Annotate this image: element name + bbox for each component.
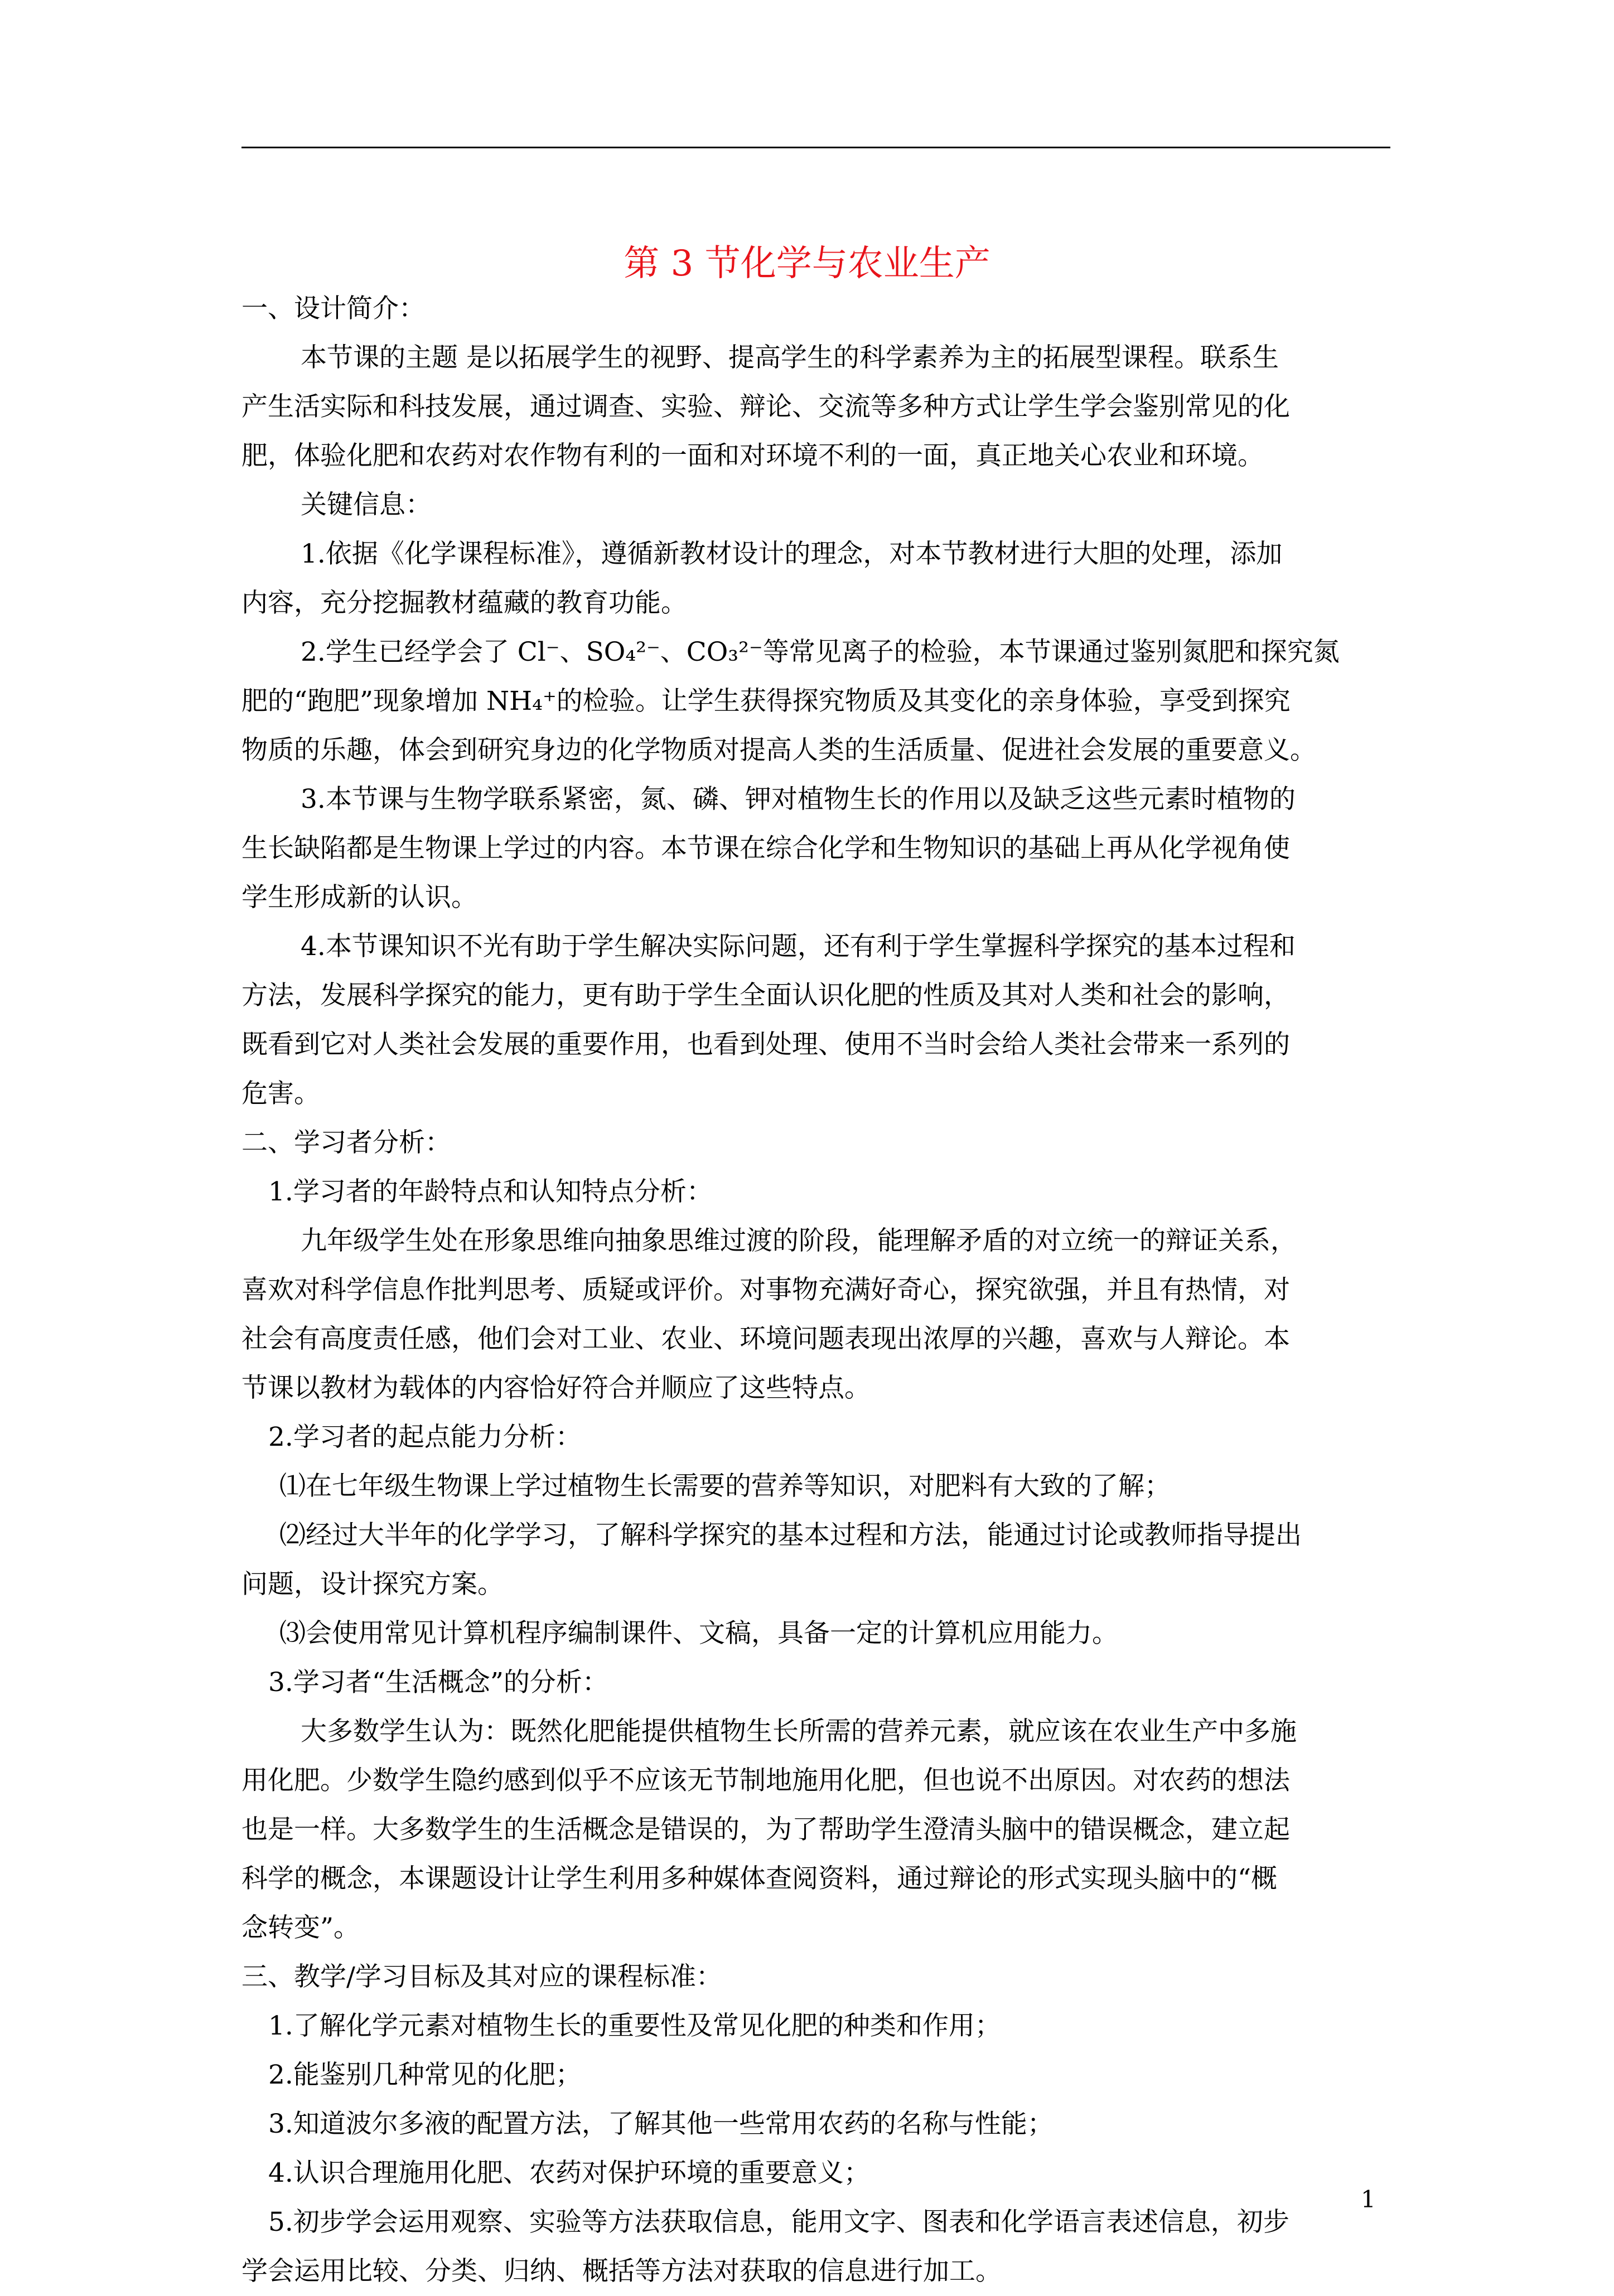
- text-line: 2.学习者的起点能力分析：: [268, 1422, 582, 1452]
- text-line: 肥，体验化肥和农药对农作物有利的一面和对环境不利的一面，真正地关心农业和环境。: [241, 440, 1264, 471]
- text-line: 1.依据《化学课程标准》，遵循新教材设计的理念，对本节教材进行大胆的处理，添加: [301, 539, 1283, 569]
- text-line: 1.学习者的年龄特点和认知特点分析：: [268, 1176, 713, 1207]
- text-line: 3.本节课与生物学联系紧密，氮、磷、钾对植物生长的作用以及缺乏这些元素时植物的: [301, 784, 1296, 815]
- text-line: 3.知道波尔多液的配置方法，了解其他一些常用农药的名称与性能；: [268, 2109, 1054, 2139]
- text-line: 科学的概念，本课题设计让学生利用多种媒体查阅资料，通过辩论的形式实现头脑中的“概: [241, 1863, 1278, 1894]
- text-line: ⑴在七年级生物课上学过植物生长需要的营养等知识，对肥料有大致的了解；: [279, 1471, 1171, 1501]
- text-line: ⑵经过大半年的化学学习，了解科学探究的基本过程和方法，能通过讨论或教师指导提出: [279, 1520, 1302, 1551]
- text-line: 5.初步学会运用观察、实验等方法获取信息，能用文字、图表和化学语言表述信息，初步: [268, 2207, 1289, 2237]
- text-line: 一、设计简介：: [241, 293, 425, 324]
- text-line: 喜欢对科学信息作批判思考、质疑或评价。对事物充满好奇心，探究欲强，并且有热情，对: [241, 1275, 1290, 1305]
- text-line: 社会有高度责任感，他们会对工业、农业、环境问题表现出浓厚的兴趣，喜欢与人辩论。本: [241, 1324, 1290, 1354]
- text-line: 本节课的主题 是以拓展学生的视野、提高学生的科学素养为主的拓展型课程。联系生: [301, 342, 1279, 373]
- text-line: 产生活实际和科技发展，通过调查、实验、辩论、交流等多种方式让学生学会鉴别常见的化: [241, 391, 1290, 422]
- text-line: 危害。: [241, 1078, 320, 1109]
- text-line: 三、教学/学习目标及其对应的课程标准：: [241, 1961, 722, 1992]
- text-line: 学会运用比较、分类、归纳、概括等方法对获取的信息进行加工。: [241, 2256, 1002, 2287]
- page-number: 1: [1361, 2186, 1376, 2213]
- text-line: 大多数学生认为：既然化肥能提供植物生长所需的营养元素，就应该在农业生产中多施: [301, 1716, 1297, 1747]
- text-line: 二、学习者分析：: [241, 1127, 451, 1158]
- text-line: 2.学生已经学会了 Cl⁻、SO₄²⁻、CO₃²⁻等常见离子的检验，本节课通过鉴别氮肥和探究氮: [301, 637, 1340, 667]
- text-line: 学生形成新的认识。: [241, 882, 477, 913]
- text-line: 肥的“跑肥”现象增加 NH₄⁺的检验。让学生获得探究物质及其变化的亲身体验，享受到探究: [241, 686, 1291, 716]
- text-line: 4.认识合理施用化肥、农药对保护环境的重要意义；: [268, 2158, 870, 2188]
- document-body: [241, 284, 1390, 2296]
- text-line: 2.能鉴别几种常见的化肥；: [268, 2060, 582, 2090]
- text-line: 方法，发展科学探究的能力，更有助于学生全面认识化肥的性质及其对人类和社会的影响，: [241, 980, 1290, 1011]
- page-title: 第 3 节化学与农业生产: [624, 243, 990, 284]
- text-line: 节课以教材为载体的内容恰好符合并顺应了这些特点。: [241, 1373, 871, 1403]
- text-line: 4.本节课知识不光有助于学生解决实际问题，还有利于学生掌握科学探究的基本过程和: [301, 931, 1296, 962]
- text-line: 也是一样。大多数学生的生活概念是错误的，为了帮助学生澄清头脑中的错误概念，建立起: [241, 1814, 1290, 1845]
- text-line: 生长缺陷都是生物课上学过的内容。本节课在综合化学和生物知识的基础上再从化学视角使: [241, 833, 1290, 864]
- text-line: ⑶会使用常见计算机程序编制课件、文稿，具备一定的计算机应用能力。: [279, 1618, 1118, 1649]
- text-line: 既看到它对人类社会发展的重要作用，也看到处理、使用不当时会给人类社会带来一系列的: [241, 1029, 1290, 1060]
- header-rule: [241, 147, 1390, 148]
- text-line: 问题，设计探究方案。: [241, 1569, 504, 1600]
- text-line: 3.学习者“生活概念”的分析：: [268, 1667, 608, 1698]
- text-line: 1.了解化学元素对植物生长的重要性及常见化肥的种类和作用；: [268, 2011, 1001, 2041]
- text-line: 用化肥。少数学生隐约感到似乎不应该无节制地施用化肥，但也说不出原因。对农药的想法: [241, 1765, 1290, 1796]
- text-line: 九年级学生处在形象思维向抽象思维过渡的阶段，能理解矛盾的对立统一的辩证关系，: [301, 1225, 1297, 1256]
- text-line: 关键信息：: [301, 490, 432, 520]
- text-line: 内容，充分挖掘教材蕴藏的教育功能。: [241, 588, 687, 618]
- text-line: 物质的乐趣，体会到研究身边的化学物质对提高人类的生活质量、促进社会发展的重要意义。: [241, 735, 1316, 766]
- text-line: 念转变”。: [241, 1912, 360, 1943]
